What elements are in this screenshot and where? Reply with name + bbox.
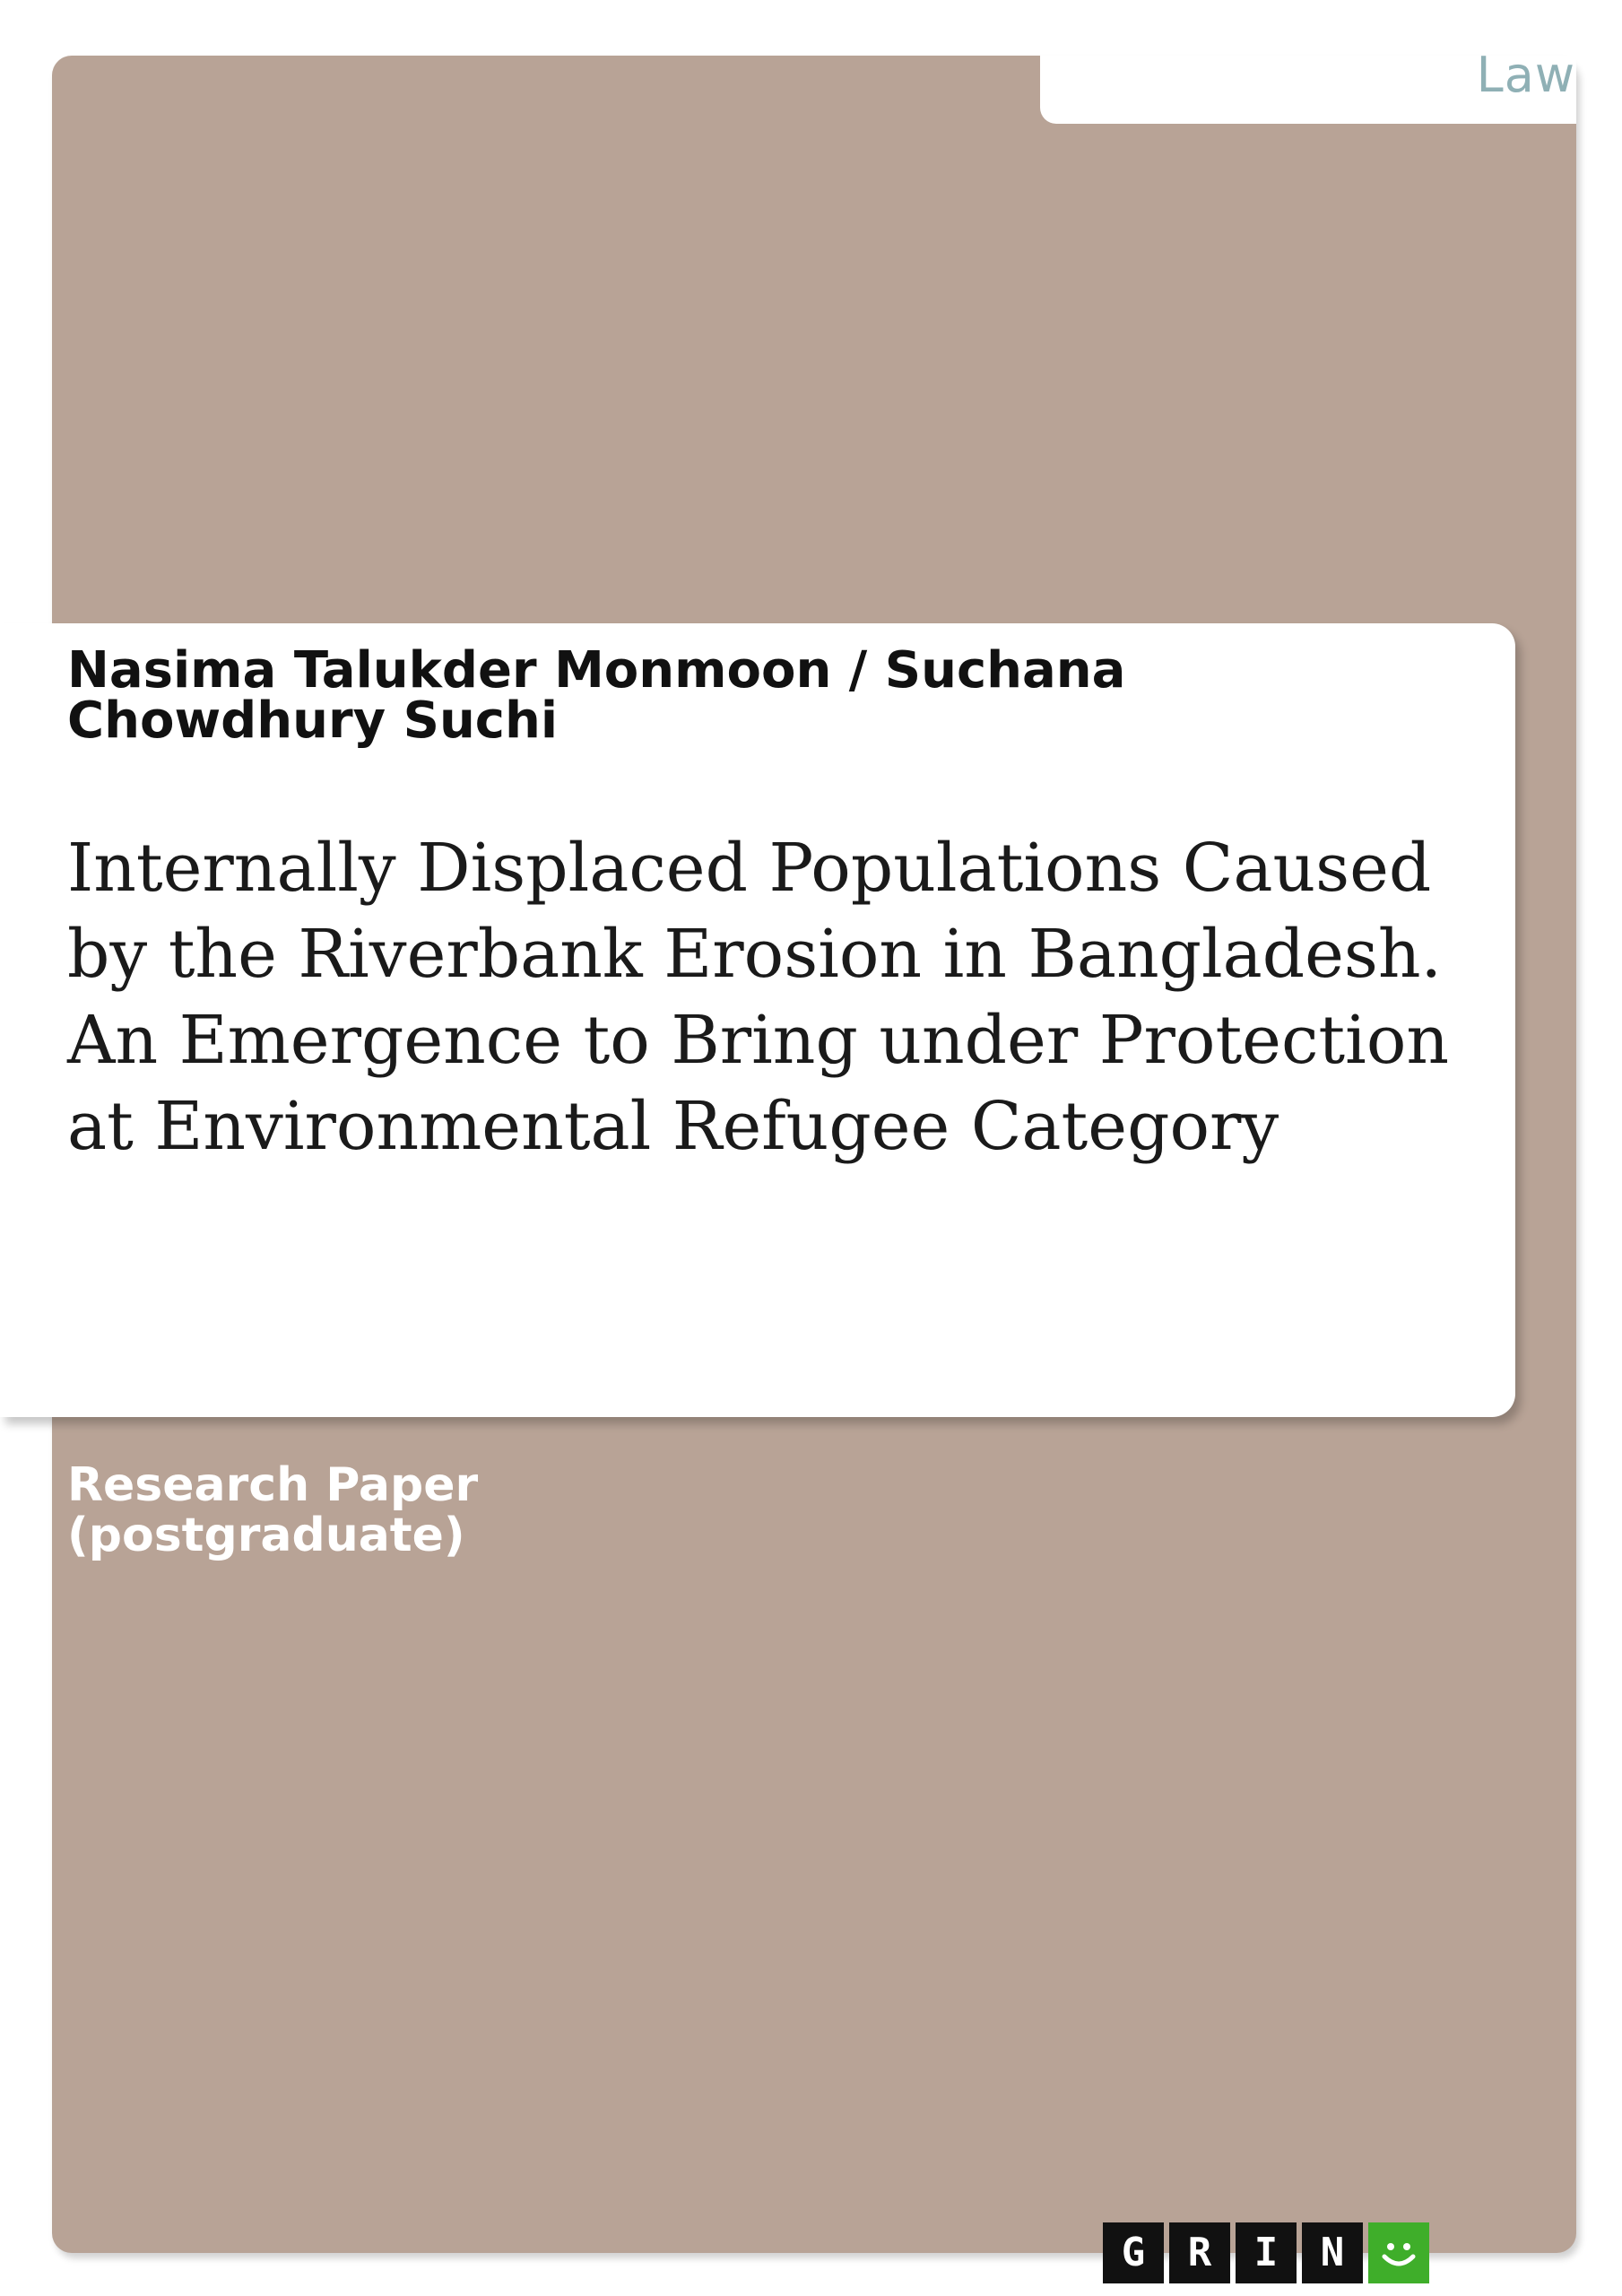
document-title: Internally Displaced Populations Caused by the Riverbank Erosion in Bangladesh. An Emergence to Bring under Protection at Environmental Refugee Category (67, 830, 1450, 1165)
document-type: Research Paper (postgraduate) (67, 1458, 479, 1562)
logo-letter-n: N (1302, 2222, 1363, 2283)
smiley-icon (1368, 2222, 1429, 2283)
category-label: Law (1476, 47, 1575, 103)
logo-letter-g: G (1103, 2222, 1164, 2283)
authors: Nasima Talukder Monmoon / Suchana Chowdhury Suchi (67, 641, 1126, 750)
logo-letter-r: R (1169, 2222, 1230, 2283)
publisher-logo (1103, 2222, 1429, 2283)
logo-letter-i: I (1236, 2222, 1297, 2283)
